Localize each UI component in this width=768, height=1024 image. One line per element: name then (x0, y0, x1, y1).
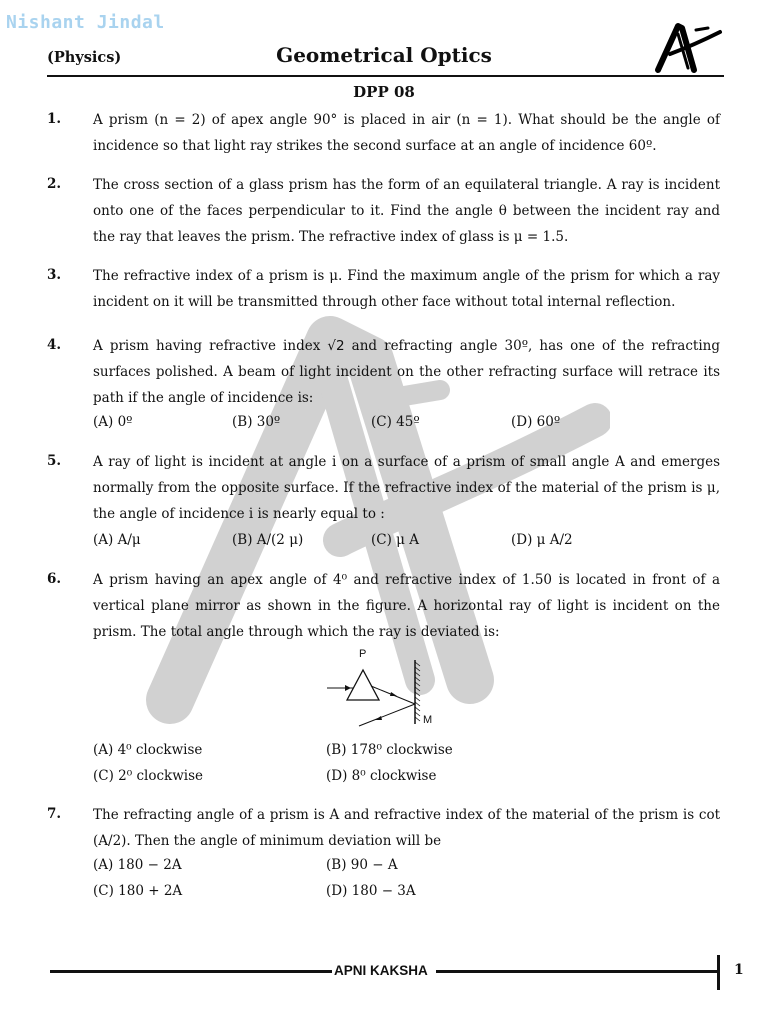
sheet-title: DPP 08 (353, 83, 415, 101)
question-text-part: and refracting angle 30º, has one of the refracting surfaces polished. A beam of light incident on the other refracting surface will retrace its path if the angle of incidence is: (93, 338, 720, 406)
option-c: (C) μ A (371, 532, 419, 548)
footer-divider-right (436, 970, 718, 973)
option-d: (D) 8⁰ clockwise (326, 768, 437, 784)
sqrt-symbol: √2 (327, 338, 345, 354)
question-number: 5. (47, 453, 62, 469)
page-number: 1 (734, 962, 744, 978)
question-text: A ray of light is incident at angle i on a surface of a prism of small angle A and emerges normally from the opposite surface. If the refractive index of the material of the prism is μ, the angle of incidence i is nearly equal to : (93, 454, 720, 522)
page-title: Geometrical Optics (276, 43, 492, 67)
option-b: (B) 178⁰ clockwise (326, 742, 453, 758)
label-m: M (423, 714, 433, 726)
watermark-name: Nishant Jindal (6, 12, 165, 33)
subject-label: (Physics) (47, 49, 122, 66)
label-p: P (359, 648, 367, 660)
option-a: (A) A/μ (93, 532, 141, 548)
prism-shape (347, 670, 379, 700)
question-number: 1. (47, 111, 62, 127)
prism-mirror-figure (325, 646, 445, 728)
question-number: 7. (47, 806, 62, 822)
option-a: (A) 180 − 2A (93, 857, 182, 873)
option-d: (D) μ A/2 (511, 532, 573, 548)
question-text (93, 333, 720, 411)
question-text: The refractive index of a prism is μ. Find the maximum angle of the prism for which a ray incident on it will be transmitted through other face without total internal reflection. (93, 268, 720, 310)
question-number: 4. (47, 337, 62, 353)
footer-brand: APNI KAKSHA (334, 963, 428, 978)
question-number: 3. (47, 267, 62, 283)
option-c: (C) 45º (371, 414, 420, 430)
option-c: (C) 180 + 2A (93, 883, 183, 899)
option-a: (A) 4⁰ clockwise (93, 742, 203, 758)
question-text: A prism having an apex angle of 4⁰ and refractive index of 1.50 is located in front of a vertical plane mirror as shown in the figure. A horizontal ray of light is incident on the prism. The total angle through which the ray is deviated is: (93, 572, 720, 640)
question-number: 2. (47, 176, 62, 192)
question-text: The cross section of a glass prism has the form of an equilateral triangle. A ray is incident onto one of the faces perpendicular to it. Find the angle θ between the incident ray and the ray that leaves the prism. The refractive index of glass is μ = 1.5. (93, 177, 720, 245)
question-text: The refracting angle of a prism is A and refractive index of the material of the prism is cot (A/2). Then the angle of minimum deviation will be (93, 807, 720, 849)
option-b: (B) A/(2 μ) (232, 532, 304, 548)
header-divider (47, 75, 724, 77)
footer-vertical-bar (717, 955, 720, 990)
footer-divider-left (50, 970, 332, 973)
option-d: (D) 60º (511, 414, 561, 430)
option-c: (C) 2⁰ clockwise (93, 768, 203, 784)
option-a: (A) 0º (93, 414, 133, 430)
question-text-part: A prism having refractive index (93, 338, 328, 354)
question-text: A prism (n = 2) of apex angle 90° is placed in air (n = 1). What should be the angle of incidence so that light ray strikes the second surface at an angle of incidence 60º. (93, 112, 720, 154)
option-b: (B) 90 − A (326, 857, 398, 873)
question-number: 6. (47, 571, 62, 587)
option-b: (B) 30º (232, 414, 281, 430)
option-d: (D) 180 − 3A (326, 883, 416, 899)
